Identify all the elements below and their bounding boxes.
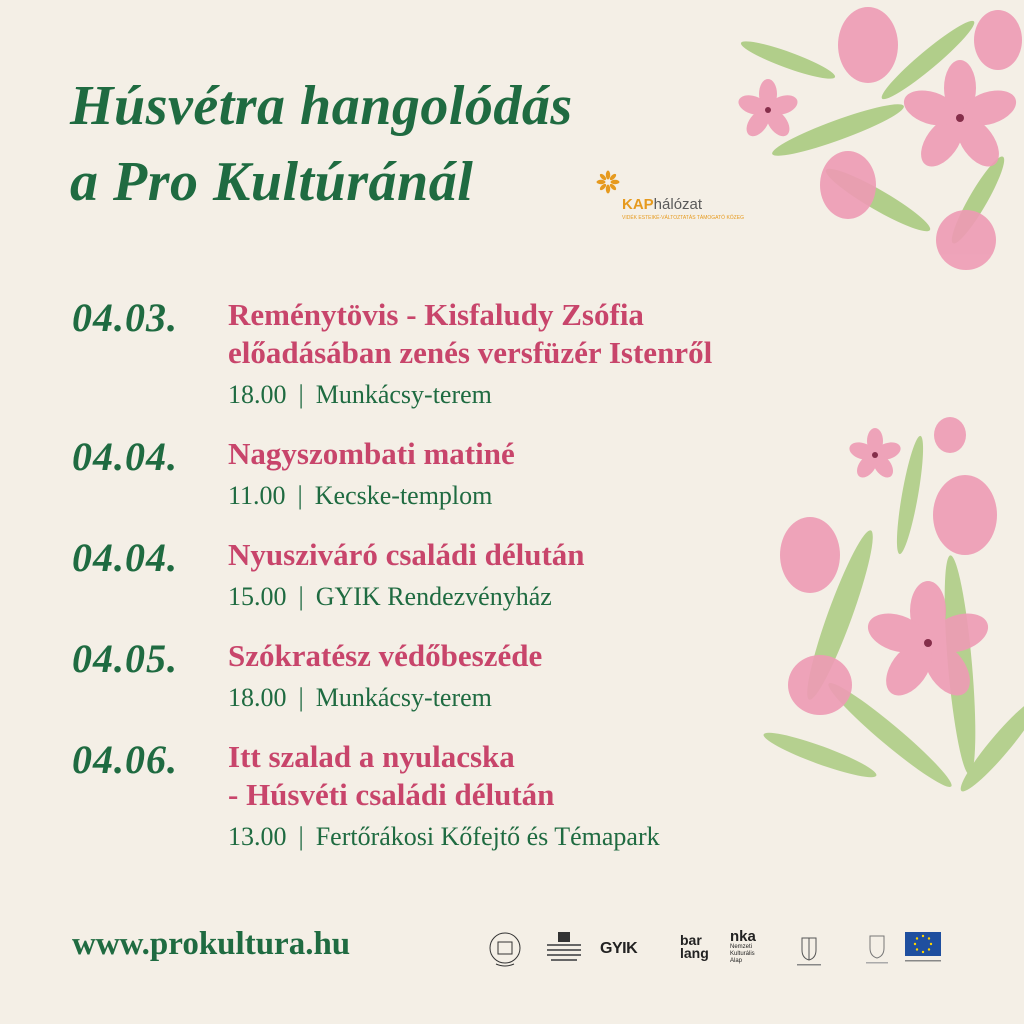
event-time: 18.00 — [228, 380, 287, 409]
kap-star-icon — [596, 170, 620, 194]
kap-tagline: VIDÉK ESTEIKÉ-VÁLTOZTATÁS TÁMOGATÓ KÖZEG — [622, 215, 744, 221]
event-item — [72, 738, 872, 857]
nka-logo: nkа Nemzeti Kulturális Alap — [730, 928, 756, 964]
government-crest-logo — [862, 930, 892, 975]
page-title — [70, 68, 573, 220]
event-title-line: Itt szalad a nyulacska — [228, 739, 515, 774]
sponsor-logos — [480, 930, 950, 974]
event-item — [72, 435, 872, 516]
event-title-line: Nyusziváró családi délután — [228, 537, 585, 572]
title-line-1: Húsvétra hangolódás — [70, 75, 573, 137]
kap-brand: KAPhálózat — [622, 196, 703, 213]
event-title-line: Reménytövis - Kisfaludy Zsófia — [228, 297, 644, 332]
kap-logo — [596, 168, 744, 228]
eu-flag-logo — [900, 930, 946, 975]
event-separator: | — [297, 481, 303, 510]
event-separator: | — [298, 380, 304, 409]
event-item — [72, 296, 872, 415]
event-time: 18.00 — [228, 683, 287, 712]
event-title-line: Szókratész védőbeszéde — [228, 638, 543, 673]
event-venue: Kecske-templom — [314, 481, 493, 510]
event-list — [72, 296, 872, 877]
event-title-line: - Húsvéti családi délután — [228, 777, 555, 812]
event-date: 04.04. — [72, 535, 178, 580]
soproni-liszt-logo — [542, 930, 586, 975]
pro-kultura-seal-logo — [480, 930, 530, 975]
event-item — [72, 637, 872, 718]
event-item — [72, 536, 872, 617]
event-venue: Fertőrákosi Kőfejtő és Témapark — [315, 822, 660, 851]
event-title-line: Nagyszombati matiné — [228, 436, 515, 471]
event-date: 04.04. — [72, 434, 178, 479]
barlang-logo: bar lang — [680, 932, 709, 961]
event-date: 04.03. — [72, 295, 178, 340]
event-title-line: előadásában zenés versfüzér Istenről — [228, 335, 713, 370]
event-separator: | — [298, 822, 304, 851]
event-separator: | — [298, 683, 304, 712]
event-details — [228, 375, 872, 415]
gyik-logo: GYIK — [600, 940, 638, 957]
event-separator: | — [298, 582, 304, 611]
ministry-crest-logo — [792, 930, 826, 975]
event-venue: Munkácsy-terem — [315, 380, 492, 409]
flower-decoration-top — [728, 0, 1024, 300]
event-time: 15.00 — [228, 582, 287, 611]
event-title — [228, 296, 872, 372]
title-line-2: a Pro Kultúránál — [70, 151, 474, 213]
flower-decoration-bottom — [760, 415, 1024, 835]
event-time: 11.00 — [228, 481, 286, 510]
event-date: 04.06. — [72, 737, 178, 782]
event-venue: GYIK Rendezvényház — [315, 582, 552, 611]
website-link[interactable]: www.prokultura.hu — [72, 926, 351, 962]
event-date: 04.05. — [72, 636, 178, 681]
event-time: 13.00 — [228, 822, 287, 851]
event-venue: Munkácsy-terem — [315, 683, 492, 712]
